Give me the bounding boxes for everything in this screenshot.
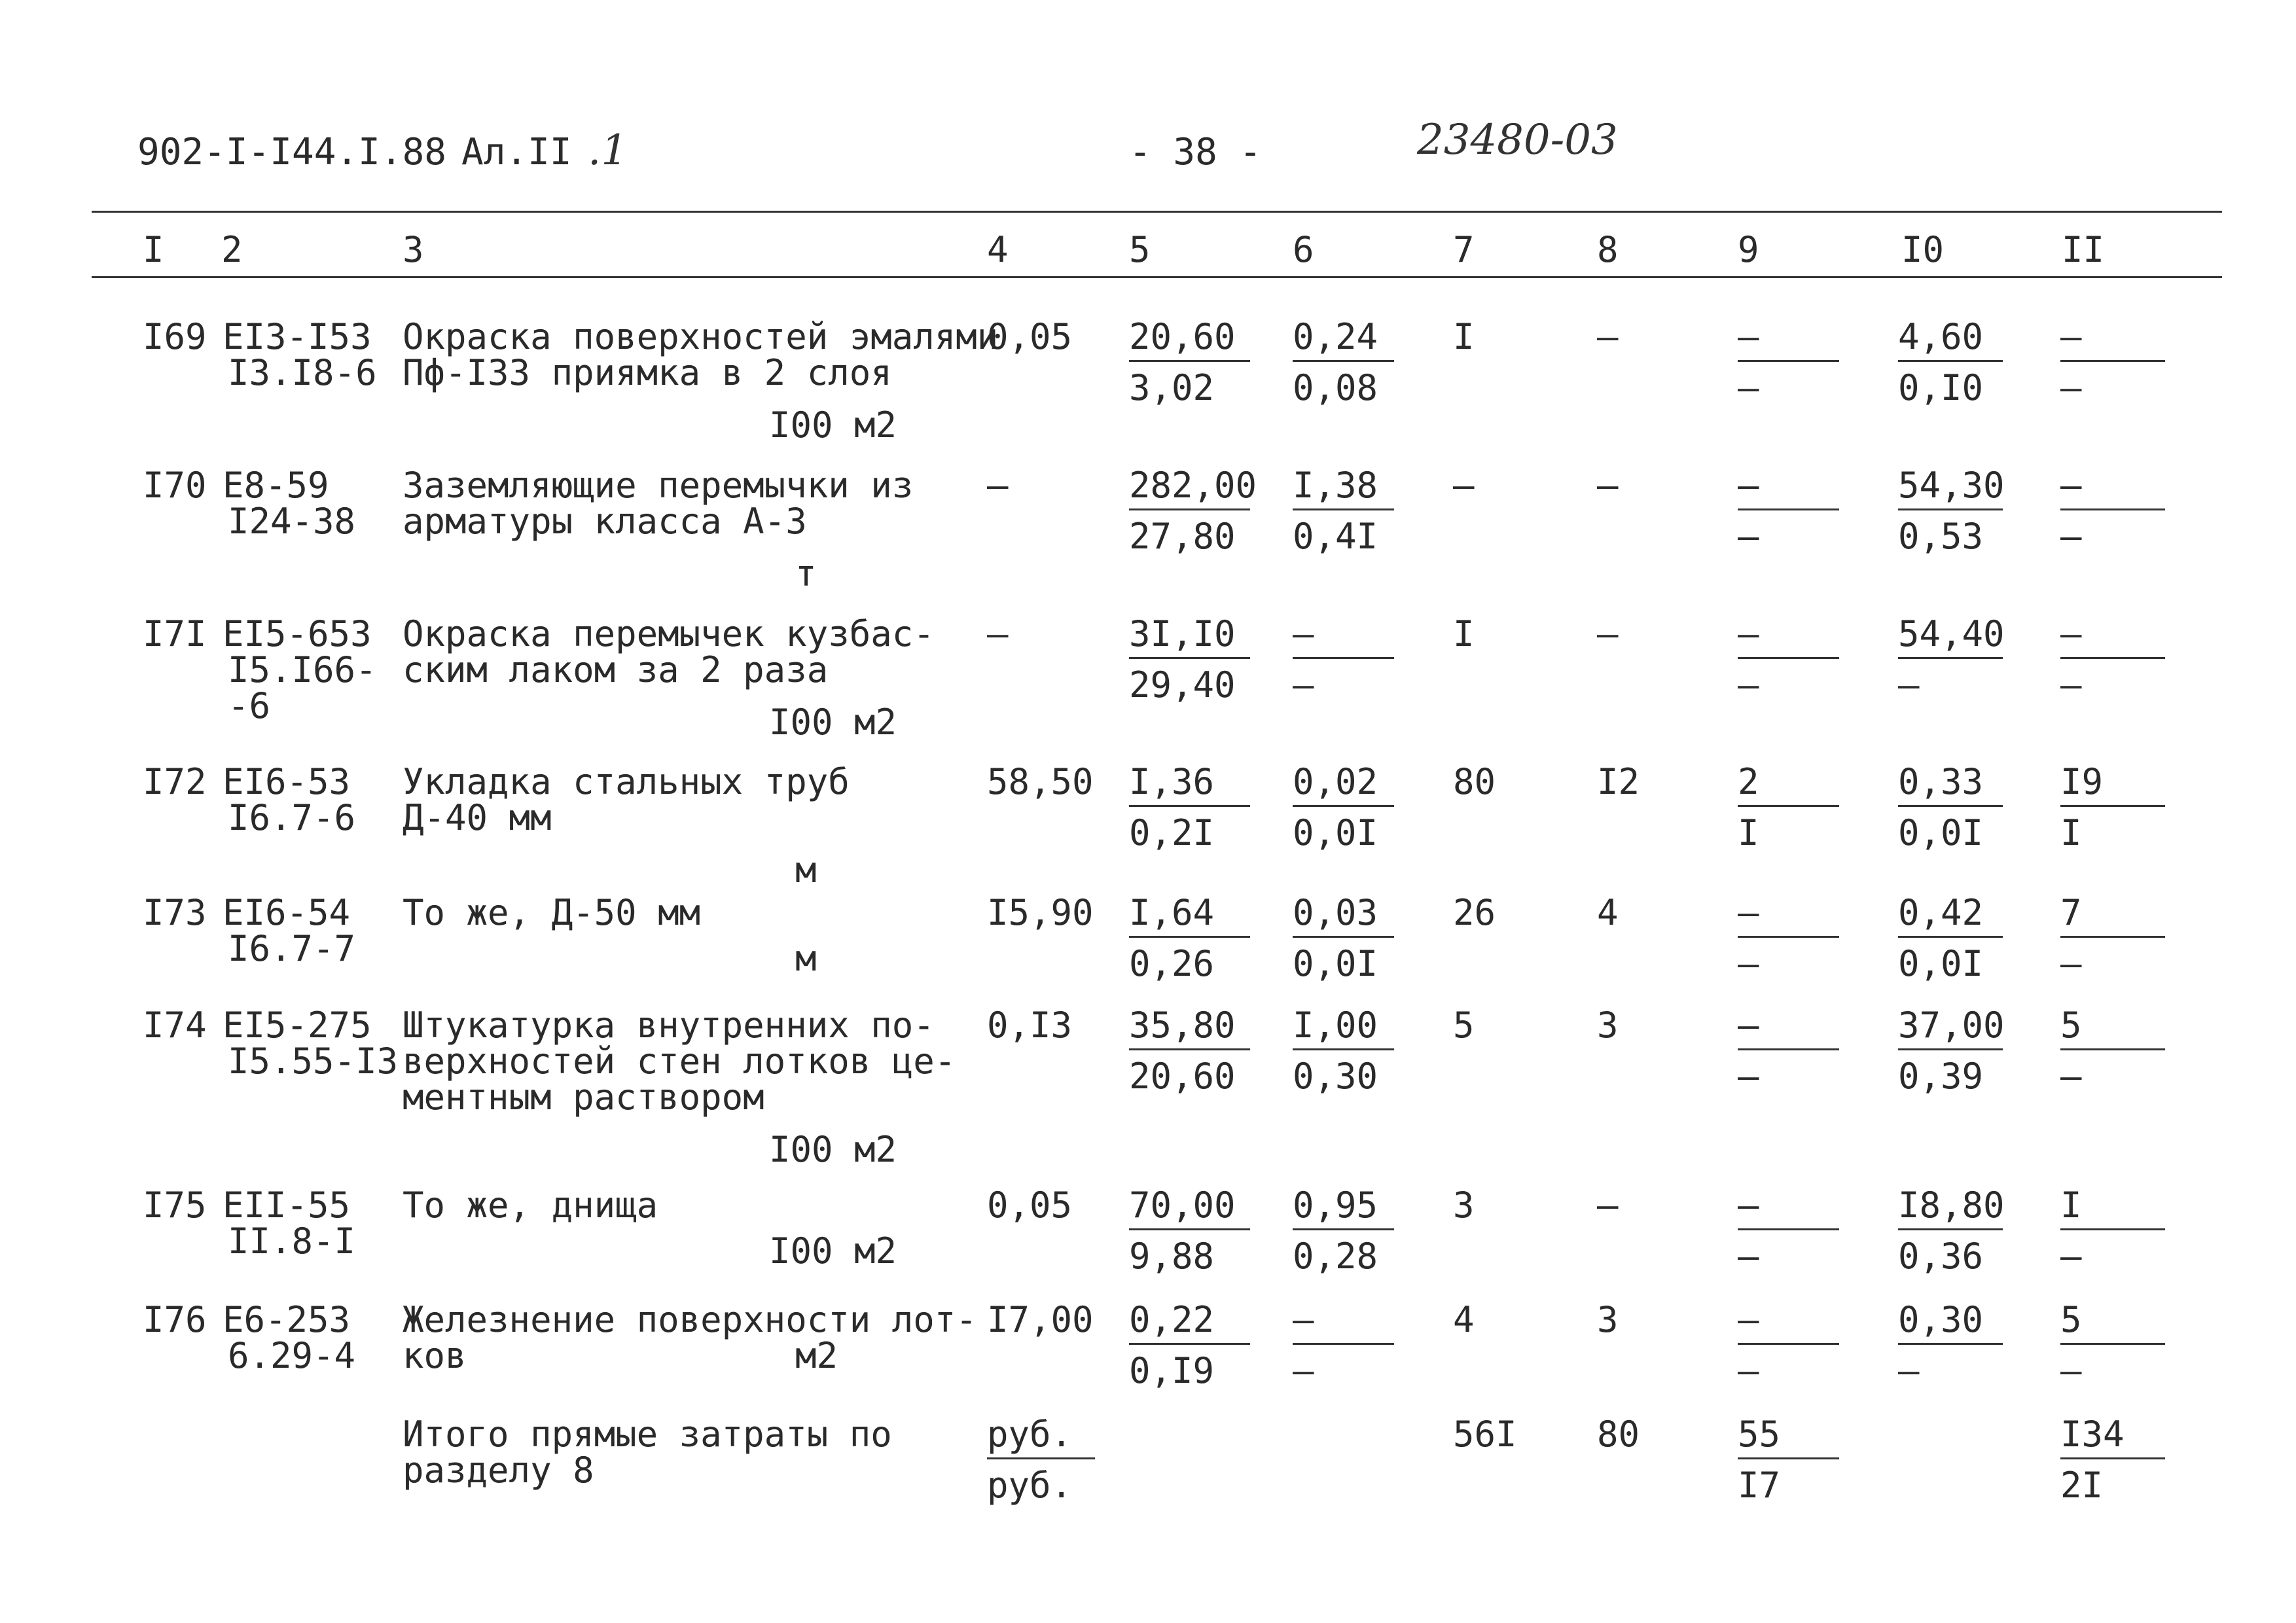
unit-cost-bottom: 29,40 — [1129, 664, 1236, 705]
price-code-continuation: -6 — [228, 685, 271, 726]
wage-cost-fraction-line — [1293, 360, 1394, 362]
wage-cost-bottom: 0,30 — [1293, 1056, 1378, 1097]
unit-cost-fraction-line — [1129, 1048, 1250, 1050]
column-header-9: 9 — [1738, 229, 1759, 270]
unit-cost-bottom: 0,26 — [1129, 943, 1215, 984]
wage-cost-top: – — [1293, 613, 1314, 654]
total-labor-bottom: – — [2060, 1350, 2082, 1391]
total-labor-fraction-line — [2060, 805, 2165, 807]
total-labor-fraction-line — [2060, 360, 2165, 362]
labor-cost-fraction-line — [1898, 1048, 2003, 1050]
price-code: 6.29-4 — [228, 1335, 356, 1376]
total-unit-fraction-line — [987, 1457, 1095, 1459]
machine-cost-bottom: I — [1738, 812, 1759, 853]
row-number: I72 — [143, 761, 207, 802]
machine-cost-top: – — [1738, 1299, 1759, 1340]
unit-cost-top: I,36 — [1129, 761, 1215, 802]
unit-cost-fraction-line — [1129, 360, 1250, 362]
total-labor-bottom: – — [2060, 664, 2082, 705]
norm-code: EI6-54 — [223, 892, 351, 933]
work-description-line: ментным раствором — [403, 1077, 764, 1118]
machine-cost-top: – — [1738, 465, 1759, 506]
norm-code: EI5-653 — [223, 613, 372, 654]
labor-cost-fraction-line — [1898, 1228, 2003, 1230]
machine-cost-bottom: – — [1738, 1056, 1759, 1097]
total-machine-bottom: I7 — [1738, 1465, 1781, 1506]
machine-cost-bottom: – — [1738, 664, 1759, 705]
total-labor-top: 5 — [2060, 1299, 2082, 1340]
wage-cost-top: 0,24 — [1293, 316, 1378, 357]
column-header-8: 8 — [1597, 229, 1619, 270]
work-description-line: арматуры класса А-3 — [403, 501, 807, 542]
labor-cost-fraction-line — [1898, 936, 2003, 938]
labor-cost-bottom: 0,0I — [1898, 943, 1984, 984]
price-code: I5.I66- — [228, 649, 377, 690]
table-top-rule — [92, 211, 2222, 213]
row-number: I73 — [143, 892, 207, 933]
total-labor-fraction-line — [2060, 1457, 2165, 1459]
wage-cost-bottom: 0,4I — [1293, 516, 1378, 557]
labor-cost-fraction-line — [1898, 657, 2003, 659]
machine-cost-bottom: – — [1738, 1236, 1759, 1277]
total-wage: 80 — [1597, 1414, 1640, 1455]
norm-code: EI5-275 — [223, 1005, 372, 1046]
column-header-7: 7 — [1453, 229, 1475, 270]
row-number: I69 — [143, 316, 207, 357]
total-labor-bottom: – — [2060, 1236, 2082, 1277]
inventory-number: 23480-03 — [1417, 116, 1618, 164]
wage-total: 4 — [1597, 892, 1619, 933]
labor-cost-bottom: 0,36 — [1898, 1236, 1984, 1277]
total-labor-top: I9 — [2060, 761, 2104, 802]
cost-total: 26 — [1453, 892, 1496, 933]
labor-cost-bottom: – — [1898, 1350, 1920, 1391]
column-header-3: 3 — [403, 229, 424, 270]
wage-total: – — [1597, 465, 1619, 506]
unit-cost-fraction-line — [1129, 508, 1250, 510]
labor-cost-bottom: 0,53 — [1898, 516, 1984, 557]
work-description-line: верхностей стен лотков це- — [403, 1041, 956, 1082]
labor-cost-fraction-line — [1898, 805, 2003, 807]
total-labor-top: 7 — [2060, 892, 2082, 933]
work-description-line: Укладка стальных труб — [403, 761, 850, 802]
norm-code: EI6-53 — [223, 761, 351, 802]
unit-cost-top: I,64 — [1129, 892, 1215, 933]
labor-cost-top: I8,80 — [1898, 1185, 2005, 1226]
unit-cost-top: 35,80 — [1129, 1005, 1236, 1046]
labor-cost-top: 37,00 — [1898, 1005, 2005, 1046]
unit-of-measure: I00 м2 — [769, 1129, 897, 1170]
total-labor-fraction-line — [2060, 1343, 2165, 1345]
work-description-line: Д-40 мм — [403, 797, 552, 838]
cost-total: – — [1453, 465, 1475, 506]
machine-cost-top: – — [1738, 892, 1759, 933]
unit-of-measure: I00 м2 — [769, 702, 897, 743]
labor-cost-top: 0,30 — [1898, 1299, 1984, 1340]
labor-cost-fraction-line — [1898, 1343, 2003, 1345]
wage-cost-bottom: 0,08 — [1293, 367, 1378, 408]
quantity: 0,05 — [987, 1185, 1073, 1226]
total-labor-fraction-line — [2060, 1048, 2165, 1050]
work-description-line: То же, днища — [403, 1185, 658, 1226]
quantity: 0,I3 — [987, 1005, 1073, 1046]
row-number: I70 — [143, 465, 207, 506]
wage-cost-top: – — [1293, 1299, 1314, 1340]
total-labor-top: – — [2060, 613, 2082, 654]
unit-of-measure: I00 м2 — [769, 404, 897, 446]
total-machine-top: 55 — [1738, 1414, 1781, 1455]
machine-cost-fraction-line — [1738, 360, 1839, 362]
work-description-line: Окраска перемычек кузбас- — [403, 613, 935, 654]
machine-cost-fraction-line — [1738, 657, 1839, 659]
machine-cost-fraction-line — [1738, 805, 1839, 807]
total-labor-fraction-line — [2060, 657, 2165, 659]
unit-cost-top: 3I,I0 — [1129, 613, 1236, 654]
price-code: II.8-I — [228, 1221, 356, 1262]
machine-cost-top: 2 — [1738, 761, 1759, 802]
wage-cost-bottom: 0,28 — [1293, 1236, 1378, 1277]
wage-cost-top: 0,02 — [1293, 761, 1378, 802]
unit-of-measure: м — [795, 849, 817, 891]
wage-cost-top: 0,03 — [1293, 892, 1378, 933]
norm-code: E6-253 — [223, 1299, 351, 1340]
wage-cost-bottom: – — [1293, 1350, 1314, 1391]
labor-cost-top: 54,40 — [1898, 613, 2005, 654]
row-number: I75 — [143, 1185, 207, 1226]
quantity: I5,90 — [987, 892, 1094, 933]
labor-cost-top: 0,33 — [1898, 761, 1984, 802]
price-code: I5.55-I3 — [228, 1041, 399, 1082]
machine-cost-fraction-line — [1738, 1228, 1839, 1230]
wage-cost-fraction-line — [1293, 508, 1394, 510]
wage-total: 3 — [1597, 1299, 1619, 1340]
unit-cost-fraction-line — [1129, 1343, 1250, 1345]
labor-cost-fraction-line — [1898, 360, 2003, 362]
wage-cost-bottom: – — [1293, 664, 1314, 705]
unit-cost-fraction-line — [1129, 936, 1250, 938]
wage-cost-top: I,38 — [1293, 465, 1378, 506]
total-labor-fraction-line — [2060, 1228, 2165, 1230]
unit-cost-top: 0,22 — [1129, 1299, 1215, 1340]
machine-cost-top: – — [1738, 316, 1759, 357]
total-labor-top: – — [2060, 316, 2082, 357]
total-labor-top: 5 — [2060, 1005, 2082, 1046]
total-unit-bottom: руб. — [987, 1465, 1073, 1506]
unit-cost-fraction-line — [1129, 1228, 1250, 1230]
wage-cost-fraction-line — [1293, 1048, 1394, 1050]
row-number: I76 — [143, 1299, 207, 1340]
wage-cost-fraction-line — [1293, 805, 1394, 807]
cost-total: 5 — [1453, 1005, 1475, 1046]
cost-total: I — [1453, 613, 1475, 654]
wage-cost-fraction-line — [1293, 936, 1394, 938]
norm-code: EII-55 — [223, 1185, 351, 1226]
wage-total: – — [1597, 613, 1619, 654]
wage-total: – — [1597, 1185, 1619, 1226]
unit-cost-bottom: 0,I9 — [1129, 1350, 1215, 1391]
column-header-11: II — [2062, 229, 2105, 270]
document-code: 902-I-I44.I.88 — [137, 131, 447, 173]
unit-cost-top: 70,00 — [1129, 1185, 1236, 1226]
wage-total: I2 — [1597, 761, 1640, 802]
total-cost: 56I — [1453, 1414, 1517, 1455]
total-machine-fraction-line — [1738, 1457, 1839, 1459]
total-labor-bottom: – — [2060, 367, 2082, 408]
page-number: - 38 - — [1129, 131, 1262, 173]
machine-cost-fraction-line — [1738, 936, 1839, 938]
work-description-line: Штукатурка внутренних по- — [403, 1005, 935, 1046]
labor-cost-bottom: 0,I0 — [1898, 367, 1984, 408]
total-labor-top: – — [2060, 465, 2082, 506]
labor-cost-top: 0,42 — [1898, 892, 1984, 933]
labor-cost-bottom: 0,39 — [1898, 1056, 1984, 1097]
unit-of-measure: м2 — [795, 1335, 838, 1376]
norm-code: EI3-I53 — [223, 316, 372, 357]
machine-cost-fraction-line — [1738, 508, 1839, 510]
labor-cost-bottom: 0,0I — [1898, 812, 1984, 853]
total-description-line: разделу 8 — [403, 1450, 594, 1491]
cost-total: 4 — [1453, 1299, 1475, 1340]
work-description-line: То же, Д-50 мм — [403, 892, 701, 933]
column-header-2: 2 — [221, 229, 243, 270]
cost-total: 3 — [1453, 1185, 1475, 1226]
wage-cost-bottom: 0,0I — [1293, 812, 1378, 853]
machine-cost-bottom: – — [1738, 367, 1759, 408]
column-header-1: I — [143, 229, 164, 270]
cost-total: 80 — [1453, 761, 1496, 802]
quantity: 0,05 — [987, 316, 1073, 357]
norm-code: E8-59 — [223, 465, 329, 506]
row-number: I74 — [143, 1005, 207, 1046]
cost-total: I — [1453, 316, 1475, 357]
work-description-line: Железнение поверхности лот- — [403, 1299, 977, 1340]
total-labor-bottom: I — [2060, 812, 2082, 853]
price-code: I6.7-6 — [228, 797, 356, 838]
total-labor-bottom: – — [2060, 1056, 2082, 1097]
machine-cost-top: – — [1738, 1005, 1759, 1046]
price-code: I24-38 — [228, 501, 356, 542]
total-labor-fraction-line — [2060, 936, 2165, 938]
wage-cost-fraction-line — [1293, 1343, 1394, 1345]
wage-total: 3 — [1597, 1005, 1619, 1046]
work-description-line: Заземляющие перемычки из — [403, 465, 914, 506]
unit-of-measure: I00 м2 — [769, 1230, 897, 1272]
album-label: Ал.II — [461, 131, 572, 173]
quantity: 58,50 — [987, 761, 1094, 802]
album-mark: .1 — [588, 126, 628, 175]
total-unit-top: руб. — [987, 1414, 1073, 1455]
unit-cost-bottom: 9,88 — [1129, 1236, 1215, 1277]
machine-cost-bottom: – — [1738, 1350, 1759, 1391]
unit-cost-fraction-line — [1129, 657, 1250, 659]
price-code: I3.I8-6 — [228, 352, 377, 393]
machine-cost-fraction-line — [1738, 1343, 1839, 1345]
unit-cost-fraction-line — [1129, 805, 1250, 807]
wage-cost-top: I,00 — [1293, 1005, 1378, 1046]
column-header-4: 4 — [987, 229, 1009, 270]
table-header-rule — [92, 276, 2222, 278]
labor-cost-top: 54,30 — [1898, 465, 2005, 506]
labor-cost-top: 4,60 — [1898, 316, 1984, 357]
machine-cost-top: – — [1738, 1185, 1759, 1226]
wage-cost-bottom: 0,0I — [1293, 943, 1378, 984]
quantity: – — [987, 465, 1009, 506]
labor-cost-fraction-line — [1898, 508, 2003, 510]
quantity: I7,00 — [987, 1299, 1094, 1340]
quantity: – — [987, 613, 1009, 654]
unit-cost-bottom: 20,60 — [1129, 1056, 1236, 1097]
wage-cost-fraction-line — [1293, 657, 1394, 659]
total-labor-fraction-line — [2060, 508, 2165, 510]
unit-cost-top: 20,60 — [1129, 316, 1236, 357]
wage-cost-top: 0,95 — [1293, 1185, 1378, 1226]
work-description-line: Окраска поверхностей эмалями — [403, 316, 999, 357]
unit-of-measure: т — [795, 553, 817, 594]
unit-cost-top: 282,00 — [1129, 465, 1257, 506]
column-header-6: 6 — [1293, 229, 1314, 270]
unit-cost-bottom: 27,80 — [1129, 516, 1236, 557]
labor-cost-bottom: – — [1898, 664, 1920, 705]
machine-cost-top: – — [1738, 613, 1759, 654]
work-description-line: ков — [403, 1335, 467, 1376]
wage-cost-fraction-line — [1293, 1228, 1394, 1230]
wage-total: – — [1597, 316, 1619, 357]
price-code: I6.7-7 — [228, 928, 356, 969]
unit-of-measure: м — [795, 938, 817, 979]
total-labor-bottom: – — [2060, 943, 2082, 984]
column-header-5: 5 — [1129, 229, 1151, 270]
machine-cost-bottom: – — [1738, 516, 1759, 557]
unit-cost-bottom: 0,2I — [1129, 812, 1215, 853]
row-number: I7I — [143, 613, 207, 654]
column-header-10: I0 — [1901, 229, 1945, 270]
machine-cost-fraction-line — [1738, 1048, 1839, 1050]
total-labor-bottom: – — [2060, 516, 2082, 557]
total-labor-bottom: 2I — [2060, 1465, 2104, 1506]
total-description-line: Итого прямые затраты по — [403, 1414, 892, 1455]
total-labor-top: I — [2060, 1185, 2082, 1226]
machine-cost-bottom: – — [1738, 943, 1759, 984]
work-description-line: Пф-I33 приямка в 2 слоя — [403, 352, 892, 393]
total-labor-top: I34 — [2060, 1414, 2125, 1455]
unit-cost-bottom: 3,02 — [1129, 367, 1215, 408]
work-description-line: ским лаком за 2 раза — [403, 649, 829, 690]
